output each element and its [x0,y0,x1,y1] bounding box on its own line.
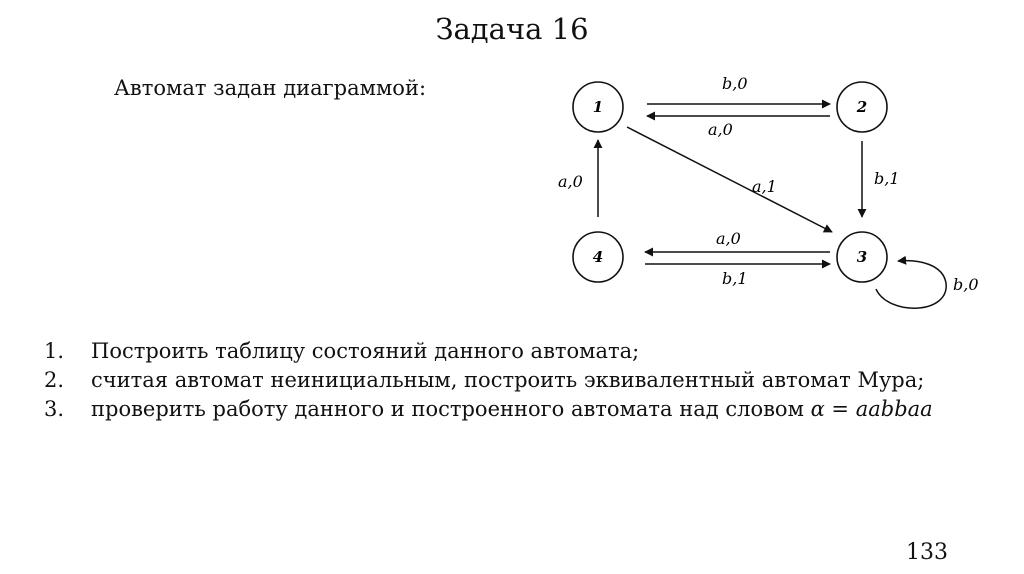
state-2-label: 2 [856,98,868,116]
state-4 [573,232,623,282]
state-1-label: 1 [592,98,604,116]
edge-4-to-1-label: a,0 [558,172,583,191]
task-number: 2. [44,368,65,392]
edge-3-to-4-label: a,0 [716,229,741,248]
task-number: 1. [44,339,65,363]
state-2 [837,82,887,132]
edge-2-to-3-label: b,1 [874,169,900,188]
state-3-label: 3 [856,248,868,266]
edge-3-self-loop-label: b,0 [953,275,979,294]
edge-1-to-3 [627,127,832,232]
edge-4-to-3-label: b,1 [722,269,748,288]
task-formula: α = aabbaa [810,397,933,421]
state-1 [573,82,623,132]
edge-1-to-3-label: a,1 [752,177,777,196]
task-text-wrapper [91,395,964,424]
slide-title: Задача 16 [435,12,589,46]
state-4-label: 4 [592,248,604,266]
task-list [44,337,964,424]
edge-1-to-2-label: b,0 [722,74,748,93]
edge-2-to-1-label: a,0 [708,120,733,139]
edge-3-self-loop [876,261,946,309]
task-text: считая автомат неинициальным, построить эквивалентный автомат Мура; [91,368,925,392]
page-number: 133 [906,540,948,565]
task-item-2 [44,366,964,395]
task-number: 3. [44,397,65,421]
task-text: Построить таблицу состояний данного автомата; [91,339,640,363]
task-item-3 [44,395,964,424]
intro-text: Автомат задан диаграммой: [114,76,427,100]
task-text: проверить работу данного и построенного автомата над словом [91,397,811,421]
state-3 [837,232,887,282]
task-item-1 [44,337,964,366]
